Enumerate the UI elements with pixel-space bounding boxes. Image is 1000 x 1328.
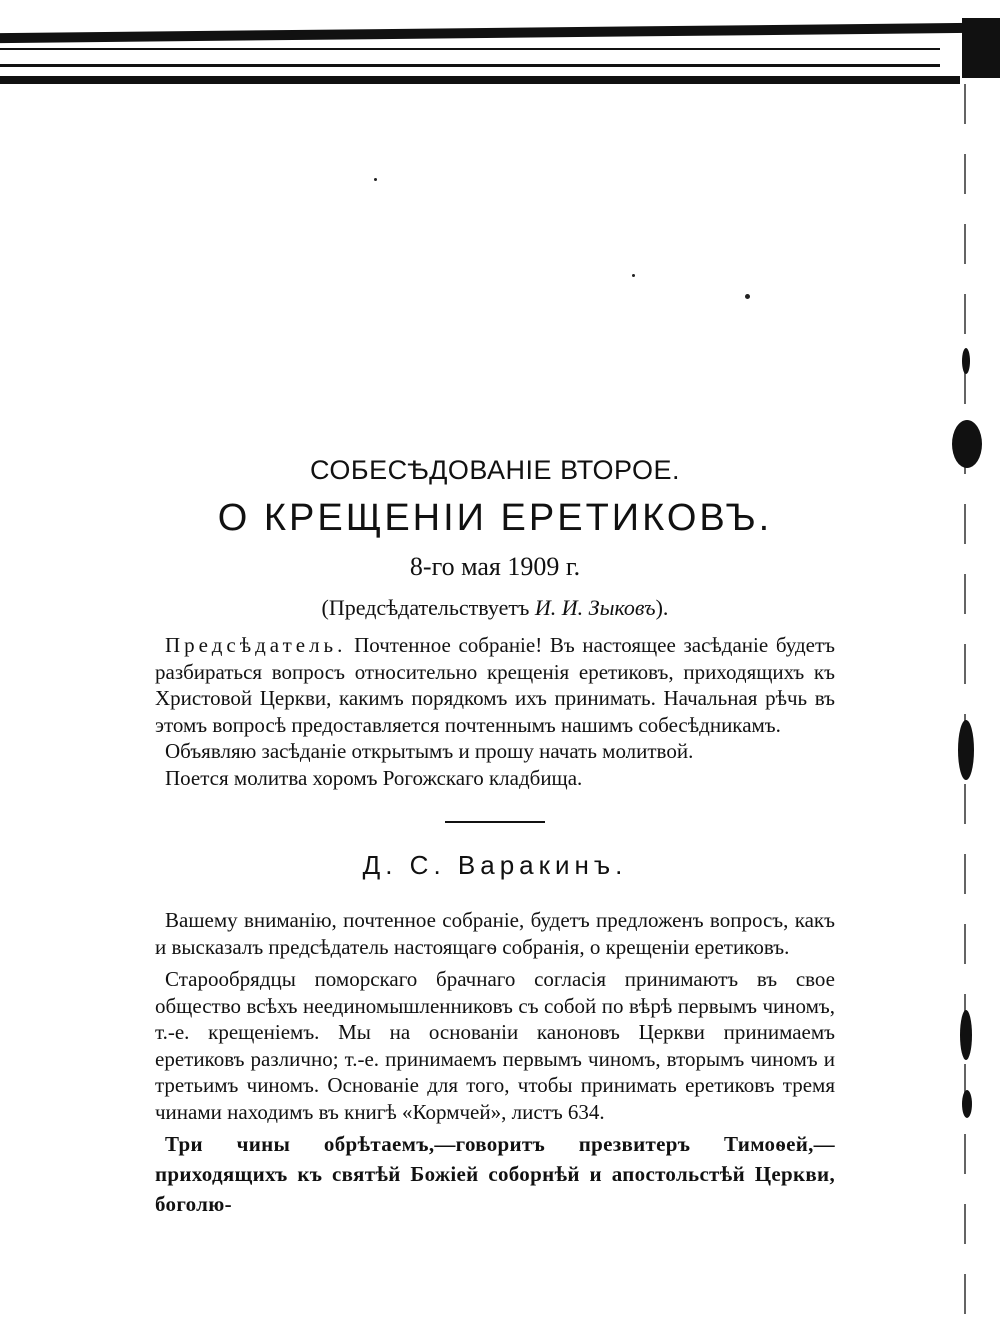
presider-suffix: ).	[655, 595, 669, 620]
speaker-name: Д. С. Варакинъ.	[362, 850, 628, 880]
section-subtitle: СОБЕСѢДОВАНІЕ ВТОРОЕ.	[310, 455, 680, 485]
scan-top-rule	[0, 76, 960, 84]
document-title: О КРЕЩЕНІИ ЕРЕТИКОВЪ.	[217, 497, 773, 539]
scan-top-rule	[0, 23, 968, 43]
chair-label: Предсѣдатель.	[165, 633, 347, 657]
chair-speech-text: Почтенное собраніе! Въ настоящее засѣданіе будетъ разбираться вопросъ относительно крещенія еретиковъ, приходящихъ къ Христовой Церкви, какимъ порядкомъ ихъ принимать. Начальная рѣчь въ этомъ вопросѣ предоставляется почтеннымъ нашимъ собесѣдникамъ.	[155, 633, 835, 737]
chair-opening-line: Объявляю засѣданіе открытымъ и прошу начать молитвой.	[165, 739, 694, 763]
presider-prefix: (Предсѣдательствуетъ	[321, 595, 535, 620]
presider-name: И. И. Зыковъ	[534, 595, 656, 620]
scan-ink-blot	[962, 348, 970, 374]
scan-top-rule	[0, 48, 940, 50]
scan-speck	[374, 178, 377, 181]
scan-corner-mark	[962, 18, 1000, 78]
scan-ink-blot	[952, 420, 982, 468]
section-divider	[445, 821, 545, 823]
prayer-line: Поется молитва хоромъ Рогожскаго кладбища.	[165, 765, 583, 790]
scan-ink-blot	[962, 1090, 972, 1118]
scan-speck	[632, 274, 635, 277]
body-paragraph: Старообрядцы поморскаго брачнаго согласія принимаютъ въ свое общество всѣхъ неединомышленниковъ съ собой по вѣрѣ первымъ чиномъ, т.-е. крещеніемъ. Мы на основаніи каноновъ Церкви принимаемъ еретиковъ различно; т.-е. принимаемъ первымъ чиномъ, вторымъ чиномъ и третьимъ чиномъ. Основаніе для того, чтобы принимать еретиковъ тремя чинами находимъ въ книгѣ «Кормчей», листъ 634.	[155, 967, 835, 1124]
body-paragraph: Вашему вниманію, почтенное собраніе, будетъ предложенъ вопросъ, какъ и высказалъ предсѣдатель настоящагѳ собранія, о крещеніи еретиковъ.	[155, 908, 835, 959]
scan-right-edge	[964, 84, 966, 1324]
chair-speech	[155, 632, 835, 738]
scan-top-rule	[0, 64, 940, 67]
scan-speck	[745, 294, 750, 299]
session-date: 8-го мая 1909 г.	[409, 552, 581, 581]
church-slavonic-quote: Три чины обрѣтаемъ,—говоритъ презвитеръ Тимоѳей,—приходящихъ къ святѣй Божіей соборнѣй и апостольстѣй Церкви, боголю-	[155, 1132, 835, 1216]
document-page	[155, 440, 835, 1219]
presider-line	[155, 588, 835, 628]
scan-ink-blot	[960, 1010, 972, 1060]
scan-ink-blot	[958, 720, 974, 780]
